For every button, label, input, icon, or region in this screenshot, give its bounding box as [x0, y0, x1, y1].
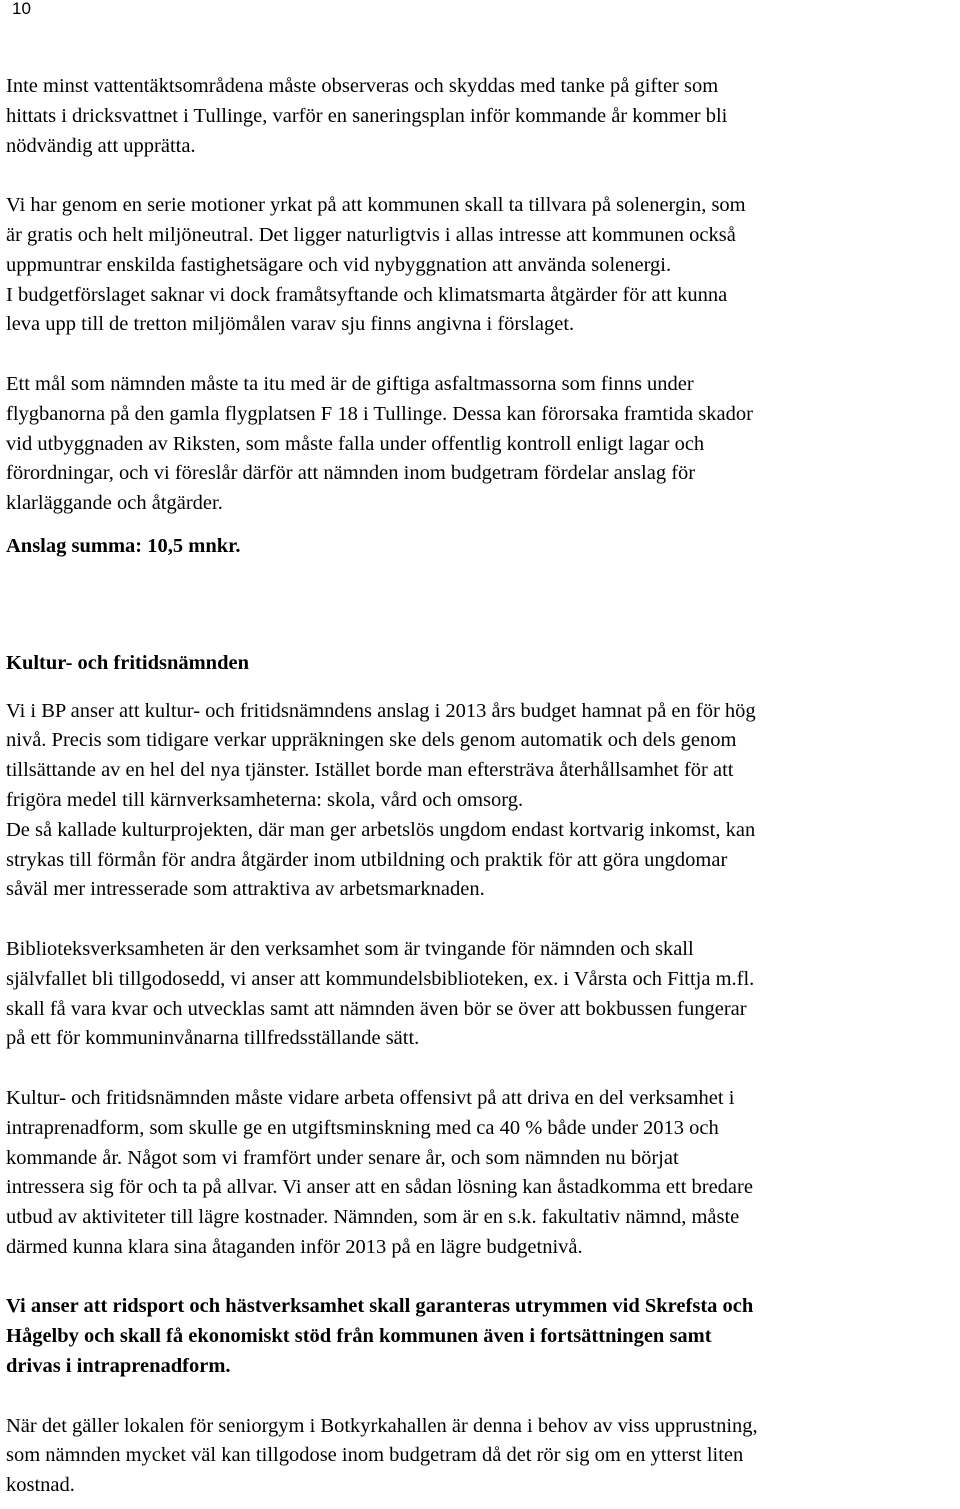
- text-line: utbud av aktiviteter till lägre kostnader. Nämnden, som är en s.k. fakultativ nämnd, måste: [6, 1206, 740, 1229]
- text-line: tillsättande av en hel del nya tjänster. Istället borde man eftersträva återhållsamhet för att: [6, 759, 734, 782]
- page-number: 10: [12, 0, 31, 18]
- text-line: Kultur- och fritidsnämnden måste vidare arbeta offensivt på att driva en del verksamhet i: [6, 1086, 735, 1109]
- text-line: strykas till förmån för andra åtgärder inom utbildning och praktik för att göra ungdomar: [6, 848, 728, 871]
- text-line: Inte minst vattentäktsområdena måste observeras och skyddas med tanke på gifter som: [6, 75, 719, 97]
- section-heading: Kultur- och fritidsnämnden: [6, 651, 249, 674]
- text-line: nivå. Precis som tidigare verkar uppräkningen ske dels genom automatik och dels genom: [6, 729, 737, 752]
- budget-sum: Anslag summa: 10,5 mnkr.: [6, 534, 241, 557]
- text-line: på ett för kommuninvånarna tillfredsställande sätt.: [6, 1027, 420, 1050]
- text-line: intraprenadform, som skulle ge en utgiftsminskning med ca 40 % både under 2013 och: [6, 1116, 719, 1139]
- text-line: Vi i BP anser att kultur- och fritidsnämndens anslag i 2013 års budget hamnat på en för hög: [6, 699, 756, 722]
- text-line-bold: drivas i intraprenadform.: [6, 1355, 231, 1378]
- document-body: [6, 72, 960, 1501]
- text-line: flygbanorna på den gamla flygplatsen F 18 i Tullinge. Dessa kan förorsaka framtida skador: [6, 402, 753, 425]
- text-line: därmed kunna klara sina åtaganden inför 2013 på en lägre budgetnivå.: [6, 1235, 583, 1258]
- text-line: hittats i dricksvattnet i Tullinge, varför en saneringsplan inför kommande år kommer bli: [6, 104, 728, 127]
- text-line: klarläggande och åtgärder.: [6, 492, 223, 515]
- text-line: kostnad.: [6, 1474, 75, 1497]
- text-line: vid utbyggnaden av Riksten, som måste falla under offentlig kontroll enligt lagar och: [6, 432, 705, 455]
- text-line: intressera sig för och ta på allvar. Vi anser att en sådan lösning kan åstadkomma ett bredare: [6, 1176, 753, 1199]
- text-line: Biblioteksverksamheten är den verksamhet som är tvingande för nämnden och skall: [6, 937, 694, 960]
- text-line-bold: Hågelby och skall få ekonomiskt stöd från kommunen även i fortsättningen samt: [6, 1325, 712, 1348]
- text-line: I budgetförslaget saknar vi dock framåtsyftande och klimatsmarta åtgärder för att kunna: [6, 283, 728, 306]
- text-line: är gratis och helt miljöneutral. Det ligger naturligtvis i allas intresse att kommunen också: [6, 223, 736, 246]
- text-line: skall få vara kvar och utvecklas samt att nämnden även bör se över att bokbussen fungerar: [6, 997, 747, 1020]
- text-line: De så kallade kulturprojekten, där man ger arbetslös ungdom endast kortvarig inkomst, kan: [6, 818, 756, 841]
- text-line: självfallet bli tillgodosedd, vi anser att kommundelsbiblioteken, ex. i Vårsta och Fittja m.fl.: [6, 967, 755, 990]
- text-line: som nämnden mycket väl kan tillgodose inom budgetram då det rör sig om en ytterst liten: [6, 1444, 744, 1467]
- text-line: leva upp till de tretton miljömålen varav sju finns angivna i förslaget.: [6, 313, 575, 336]
- text-line: frigöra medel till kärnverksamheterna: skola, vård och omsorg.: [6, 788, 524, 811]
- text-line: såväl mer intresserade som attraktiva av arbetsmarknaden.: [6, 878, 485, 901]
- text-line: Vi har genom en serie motioner yrkat på att kommunen skall ta tillvara på solenergin, som: [6, 194, 746, 217]
- text-line: nödvändig att upprätta.: [6, 134, 196, 157]
- text-line: uppmuntrar enskilda fastighetsägare och vid nybyggnation att använda solenergi.: [6, 253, 672, 276]
- text-line: förordningar, och vi föreslår därför att nämnden inom budgetram fördelar anslag för: [6, 462, 696, 485]
- text-line: Ett mål som nämnden måste ta itu med är de giftiga asfaltmassorna som finns under: [6, 372, 694, 395]
- text-line: När det gäller lokalen för seniorgym i Botkyrkahallen är denna i behov av viss upprustning,: [6, 1414, 758, 1437]
- text-line-bold: Vi anser att ridsport och hästverksamhet skall garanteras utrymmen vid Skrefsta och: [6, 1295, 754, 1318]
- text-line: kommande år. Något som vi framfört under senare år, och som nämnden nu börjat: [6, 1146, 679, 1169]
